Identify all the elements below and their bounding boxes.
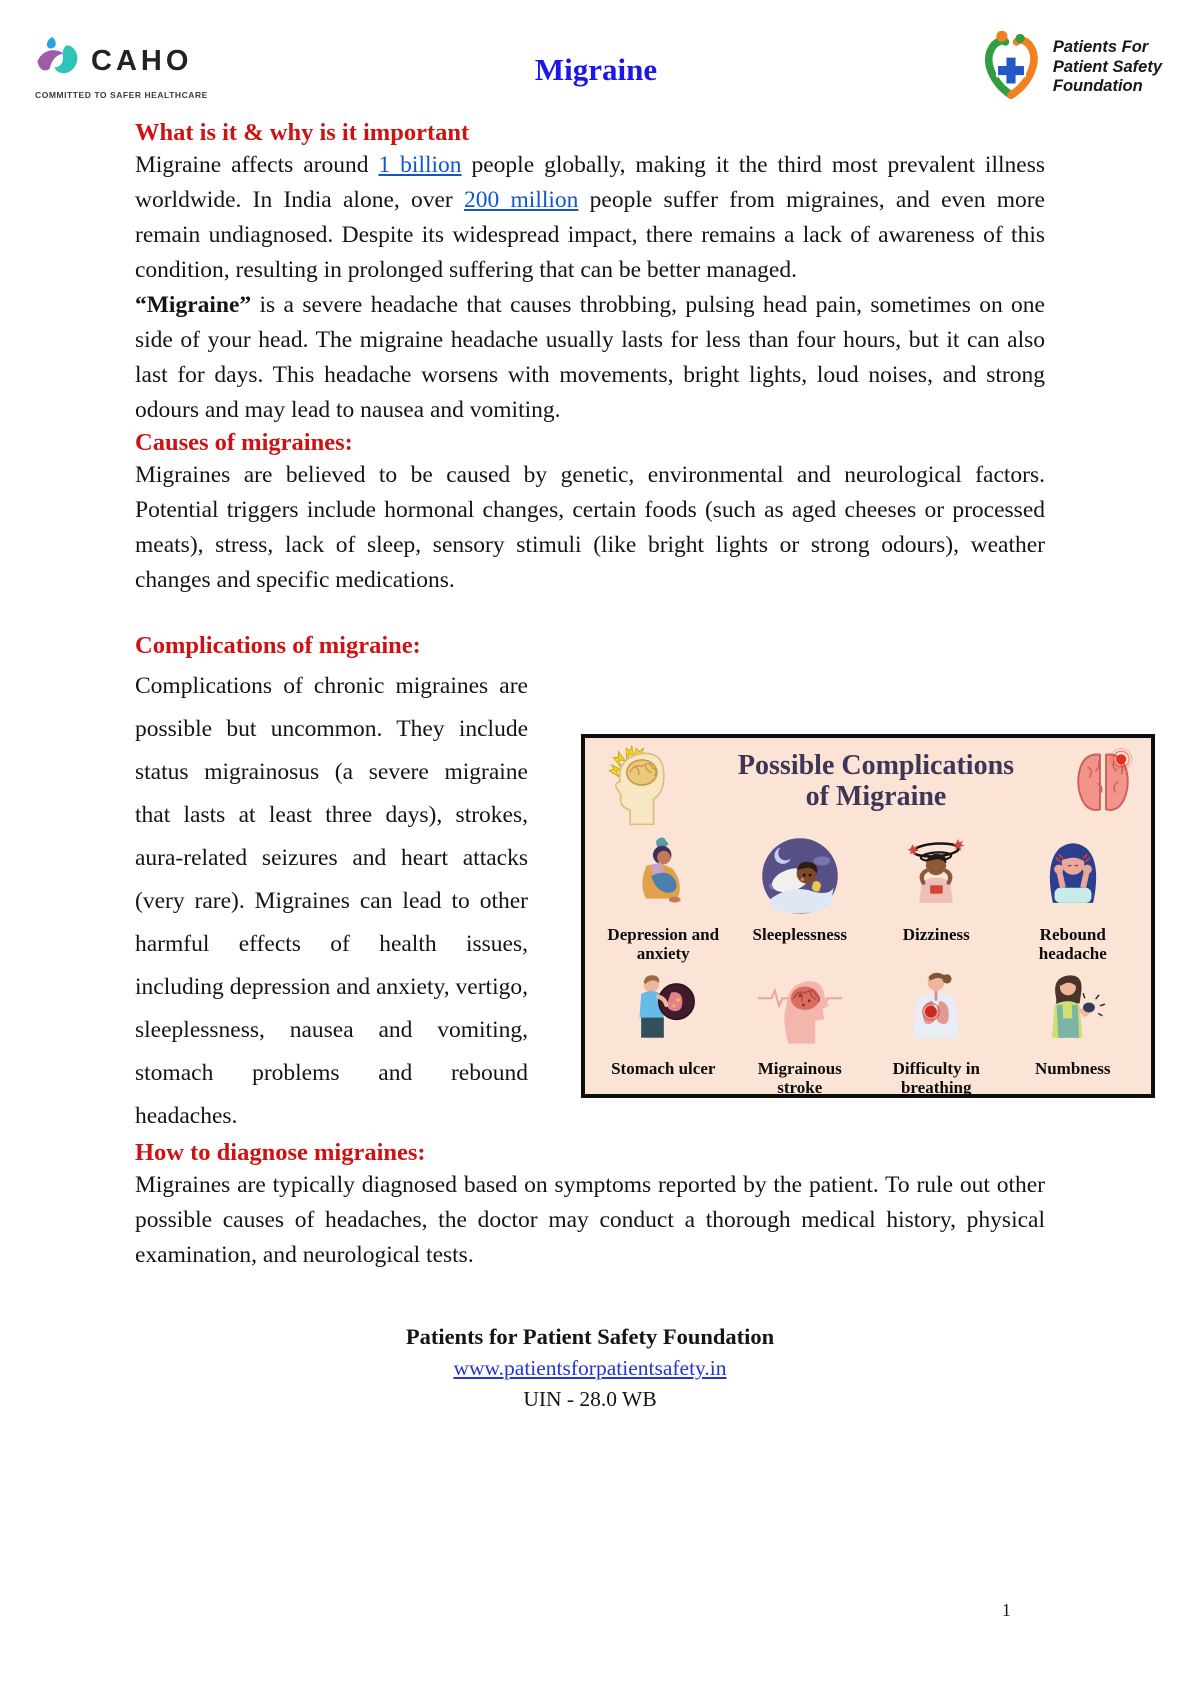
infographic-item-dizziness (868, 834, 1005, 963)
section-heading-what: What is it & why is it important (135, 119, 470, 146)
numbness-illustration (1031, 968, 1115, 1057)
paragraph-what-1-text: Migraine affects around (135, 152, 379, 178)
infographic-title (687, 750, 1065, 812)
infographic-item-label: Migrainous stroke (757, 1059, 842, 1097)
infographic-grid (595, 834, 1141, 1097)
caho-logo (35, 36, 225, 100)
page-title: Migraine (534, 52, 658, 87)
head-brain-lightning-icon (595, 743, 687, 832)
infographic-title-line2: of Migraine (805, 781, 947, 812)
infographic-item-migrainous-stroke (732, 968, 869, 1097)
link-200-million[interactable]: 200 million (464, 187, 579, 213)
page-header (0, 0, 1192, 118)
difficulty-breathing-illustration (894, 968, 978, 1057)
footer-uin: UIN - 28.0 WB (523, 1387, 657, 1411)
brain-pain-spot-icon (1065, 743, 1141, 826)
infographic-title-line1: Possible Complications (737, 750, 1015, 781)
caho-logo-tagline: COMMITTED TO SAFER HEALTHCARE (35, 90, 208, 100)
rebound-headache-illustration (1031, 834, 1115, 923)
paragraph-what-2-lead: “Migraine” (135, 292, 252, 318)
paragraph-what-1-text2: people globally, making it the third most prevalent illness worldwide. In India alone, over (135, 152, 1045, 213)
complications-section (135, 631, 1111, 1138)
ppsf-logo-text-line3: Foundation (1052, 77, 1143, 96)
complications-text-column (135, 631, 528, 1138)
dizziness-illustration (894, 834, 978, 923)
paragraph-complications: Complications of chronic migraines are possible but uncommon. They include status migrainosus (a severe migraine that lasts at least three days), strokes, aura-related seizures and heart attacks (very rare). Migraines can lead to other harmful effects of health issues, including depression and anxiety, vertigo, sleeplessness, nausea and vomiting, stomach problems and rebound headaches. (135, 673, 528, 1129)
paragraph-what-2 (135, 288, 1045, 428)
link-1-billion[interactable]: 1 billion (378, 152, 462, 178)
page-footer (135, 1321, 1045, 1415)
paragraph-what-1-text3: people suffer from migraines, and even more remain undiagnosed. Despite its widespread impact, there remains a lack of awareness of this condition, resulting in prolonged suffering that can be better managed. (135, 187, 1045, 283)
infographic-item-depression (595, 834, 732, 963)
caho-bird-logo-icon (35, 36, 87, 87)
infographic-item-label: Dizziness (902, 925, 970, 944)
section-heading-causes: Causes of migraines: (135, 429, 353, 456)
document-content (135, 118, 1111, 1415)
ppsf-logo (976, 30, 1162, 105)
ppsf-logo-text-line2: Patient Safety (1052, 57, 1162, 76)
paragraph-what-1 (135, 148, 1045, 288)
paragraph-what-2-text: is a severe headache that causes throbbing, pulsing head pain, sometimes on one side of your head. The migraine headache usually lasts for less than four hours, but it can also last for days. This headache worsens with movements, bright lights, loud noises, and strong odours and may lead to nausea and vomiting. (135, 292, 1045, 423)
infographic-item-label: Sleeplessness (752, 925, 847, 944)
section-heading-diagnose: How to diagnose migraines: (135, 1139, 426, 1166)
footer-organization: Patients for Patient Safety Foundation (405, 1324, 775, 1349)
infographic-item-label: Depression and anxiety (607, 925, 720, 963)
infographic-item-difficulty-breathing (868, 968, 1005, 1097)
infographic-item-stomach-ulcer (595, 968, 732, 1097)
ppsf-heart-cross-logo-icon (976, 30, 1046, 105)
infographic-header (595, 743, 1141, 832)
infographic-item-label: Stomach ulcer (611, 1059, 716, 1078)
sleeplessness-illustration (758, 834, 842, 923)
page-number: 1 (1002, 1600, 1011, 1620)
infographic-item-numbness (1005, 968, 1142, 1097)
depression-anxiety-illustration (621, 834, 705, 923)
ppsf-logo-text-line1: Patients For (1052, 38, 1149, 57)
migrainous-stroke-illustration (758, 968, 842, 1057)
stomach-ulcer-illustration (621, 968, 705, 1057)
paragraph-causes: Migraines are believed to be caused by genetic, environmental and neurological factors. Potential triggers include hormonal changes, certain foods (such as aged cheeses or processed meats), stress, lack of sleep, sensory stimuli (like bright lights or strong odours), weather changes and specific medications. (135, 462, 1045, 593)
footer-website-link[interactable]: www.patientsforpatientsafety.in (453, 1356, 727, 1380)
paragraph-diagnose: Migraines are typically diagnosed based on symptoms reported by the patient. To rule out other possible causes of headaches, the doctor may conduct a thorough medical history, physical examination, and neurological tests. (135, 1172, 1045, 1268)
complications-infographic (581, 734, 1155, 1098)
infographic-item-sleeplessness (732, 834, 869, 963)
section-heading-complications: Complications of migraine: (135, 632, 421, 659)
infographic-item-label: Difficulty in breathing (892, 1059, 980, 1097)
caho-logo-name: CAHO (91, 45, 193, 77)
infographic-item-rebound-headache (1005, 834, 1142, 963)
infographic-item-label: Rebound headache (1038, 925, 1107, 963)
infographic-item-label: Numbness (1034, 1059, 1111, 1078)
